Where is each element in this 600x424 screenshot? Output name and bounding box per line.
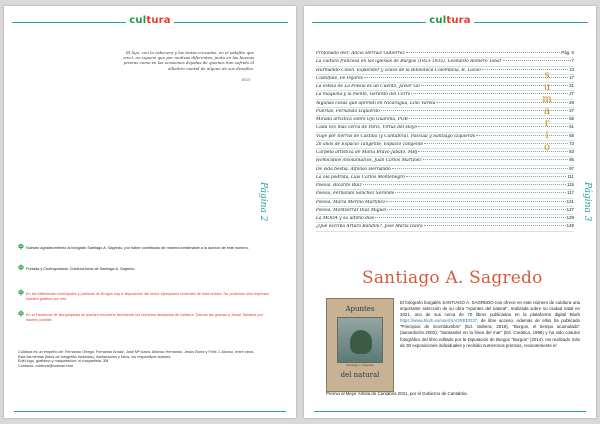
sumario-letter: r — [544, 118, 550, 129]
toc-entry-page: 115 — [567, 182, 574, 187]
toc-entry[interactable] — [316, 116, 574, 124]
toc-entry[interactable] — [316, 83, 574, 91]
credit-line: Culdtura es un empeño de: Fernando Ortega, Fernando Arnáiz, José Mª Izaira, Alfonso Hernando, Jesús Borra y Félix J. Alonso, entre otros. — [18, 350, 255, 354]
footer-rule — [314, 411, 586, 412]
culdtura-bullet-icon: ф — [18, 310, 24, 317]
sumario-letter: s — [544, 70, 550, 81]
toc-entry-page: Pág. 5 — [561, 50, 574, 55]
toc-leader-dots — [476, 135, 568, 136]
toc-entry-page: 73 — [569, 140, 574, 146]
toc-entry[interactable] — [316, 166, 574, 174]
toc-entry[interactable] — [316, 157, 574, 165]
toc-entry[interactable] — [316, 108, 574, 116]
culdtura-bullet-icon: ф — [18, 264, 24, 271]
toc-leader-dots — [406, 52, 561, 53]
feature-body: El fotógrafo burgalés SANTIAGO A. SAGREDO nos ofrece en este número de culdtura una importante selección de su obra "Apuntes del natural", realizada sobre su ciudad natal en 2021, uno de sus cerca de 70 libros publicados en la plataforma digital Blurb https://www.blurb.es/user/SAGREDO37, de libre acceso. Además de ellos ha publicado "Principios de incertidumbre" (Ed. Valnera, 2019), "Burgos, el tiempo acumulado" (autoedición 2002), "Santander en la línea del mar" (Ed. Creática, 1998) y ha sido coautor fotográfico del libro editado por la Diputación de Burgos "Burgos" (2014). Ha realizado más de 30 exposiciones individuales y recibido numerosos premios, recientemente el — [400, 300, 580, 348]
toc-entry-title: 20 años de Espacio Tangente, Espacio Tangente — [316, 141, 424, 147]
toc-entry-title: Castilfalé, Fe Pajares — [316, 75, 363, 81]
toc-entry-title: Cada vez más cerca de París, Virtus del Hoyo — [316, 125, 418, 131]
epigraph-quote: El lujo, con la cabecera y las tintas cruzadas, en el palafito que crecí, no supone que por motivos diferentes, junto en las buenas piraras como en las ocasiones dejadas de quienes han sufrido el albedrío mortal de alguno de sus desafíos. — [122, 50, 254, 71]
note-item: ф Nuestro agradecimiento al fotógrafo Santiago A. Sagredo, por haber contribuido de manera inestimable a la durcion de este número. — [18, 243, 249, 250]
book-cover-photo — [337, 317, 383, 363]
toc-entry-page: 21 — [569, 83, 574, 88]
toc-entry[interactable] — [316, 124, 574, 132]
toc-entry[interactable] — [316, 141, 574, 149]
credit-line: Edel logo, grafismo y maquetación: el maquetista, 3M. — [18, 359, 110, 364]
toc-entry[interactable] — [316, 100, 574, 108]
feature-body-tail: Premio al Mejor Artista de Cantabria 2021, por el Gobierno de Cantabria. — [326, 391, 468, 396]
header-rule-right — [474, 22, 588, 23]
contact-line: Contacto: culdtura@hotmail.com — [18, 363, 74, 368]
toc-entry-title: Poesía, Montserrat Díaz Miguel — [316, 207, 387, 213]
note-item: ф En el Facebook de Burgospedia se pueden encontrar fácilmente los números atrasados de culdtura. Damos las gracias a Josué Tobalina por hacerlo posible. — [18, 310, 263, 322]
header-rule-left — [312, 22, 426, 23]
toc-entry[interactable] — [316, 67, 574, 75]
toc-entry-title: Poesía, Fernando Sánchez Sorondo — [316, 191, 395, 197]
toc-entry[interactable] — [316, 174, 574, 182]
toc-entry-page: 149 — [566, 223, 574, 229]
toc-leader-dots — [482, 69, 568, 70]
footer-rule — [14, 411, 286, 412]
note-item: ф En las bibliotecas municipales y públicas de Burgos hay a disposición del lector ejemplares recientes de esta revista. No podemos sino expresar nuestra gratitud por ello. — [18, 289, 269, 301]
toc-entry-title: Poesía, María Merino Martínez — [316, 199, 386, 205]
toc-entry[interactable] — [316, 75, 574, 83]
table-of-contents — [316, 50, 574, 232]
toc-entry-title: La esteia de La Poesía es un Cuento, Javier Gil — [316, 84, 420, 89]
toc-entry-page: 97 — [569, 165, 574, 171]
toc-entry-page: 127 — [566, 206, 574, 212]
toc-entry-title: ¿Qué escriba Arturo Bandini?, José María Izaira — [316, 224, 423, 230]
culdtura-bullet-icon: ф — [18, 243, 24, 250]
toc-entry[interactable] — [316, 207, 574, 215]
culdtura-logo: cultura — [126, 15, 173, 26]
toc-leader-dots — [424, 225, 566, 226]
culdtura-logo: cultura — [426, 15, 473, 26]
page-number-label: Página 3 — [582, 182, 592, 222]
toc-entry-page: 17 — [569, 74, 574, 80]
toc-entry-page: 29 — [569, 99, 574, 105]
sumario-letter: u — [543, 82, 551, 93]
toc-entry-page: 55 — [569, 116, 574, 121]
toc-entry-page: 111 — [567, 173, 574, 179]
toc-entry[interactable] — [316, 199, 574, 207]
toc-entry-page: 37 — [569, 107, 574, 113]
toc-leader-dots — [395, 192, 566, 193]
sumario-letter: i — [545, 130, 549, 141]
toc-entry-title: De vida bestia, Alfonso Hernando — [316, 166, 391, 172]
note-item: ф Portada y Contraportada: Culdtura,fotos de Santiago A. Sagredo. — [18, 264, 136, 271]
toc-entry-title: La máquina y la mente, Gerardo del Cerro — [316, 92, 411, 98]
credit-line: Este las tientas (fotos de fotografía incluidas), ilustraciones y fotos, los respectivos autores. — [18, 354, 172, 359]
toc-entry[interactable] — [316, 50, 574, 58]
book-cover-image — [326, 298, 394, 392]
toc-entry-title: Poesía, Ricardo Ruiz — [316, 183, 362, 188]
toc-leader-dots — [387, 209, 565, 210]
toc-leader-dots — [392, 168, 568, 169]
sumario-letter: o — [543, 142, 551, 153]
toc-entry-title: Profanado leer, Alicia Herraiz Gutiérrez — [316, 51, 405, 56]
toc-leader-dots — [363, 184, 566, 185]
toc-entry-page: 83 — [569, 149, 574, 154]
feature-title: Santiago A. Sagredo — [362, 268, 543, 288]
toc-entry-page: 65 — [569, 132, 574, 138]
toc-entry-title: La ola podrida, Luis Carlos Montenegro — [316, 174, 405, 180]
header-rule-left — [12, 22, 126, 23]
toc-entry-title: Algunas cosas que aprendí en Nicaragua, Lino Varela — [316, 100, 436, 106]
left-page — [4, 6, 296, 418]
toc-entry[interactable] — [316, 91, 574, 99]
blurb-link[interactable]: https://www.blurb.es/user/SAGREDO37 — [400, 318, 478, 324]
epigraph-source: ECO — [242, 78, 251, 82]
toc-entry[interactable] — [316, 133, 574, 141]
toc-leader-dots — [423, 159, 568, 160]
page-header — [4, 14, 296, 28]
toc-entry-title: Homicidios involuntarios, Juan Carlos Martínez — [316, 158, 422, 164]
book-author: Santiago A. Sagredo — [346, 363, 374, 367]
header-rule-right — [174, 22, 288, 23]
sumario-letter: m — [542, 94, 552, 105]
sumario-letter: a — [544, 106, 550, 117]
culdtura-bullet-icon: ф — [18, 289, 24, 296]
toc-entry-title: La cultura francesa en las iglesias de Burgos (1923-1935), Leonardo Romero Tobar — [316, 59, 502, 65]
toc-entry[interactable] — [316, 190, 574, 198]
toc-entry-page: 95 — [569, 157, 574, 163]
toc-entry-title: Puertas, Fernando Izquierdo — [316, 108, 380, 114]
toc-leader-dots — [406, 176, 566, 177]
toc-leader-dots — [386, 201, 565, 202]
toc-entry[interactable] — [316, 223, 574, 231]
book-title-top: Apuntes — [345, 305, 375, 313]
tree-shape — [350, 330, 372, 354]
toc-entry-page: 121 — [566, 198, 574, 204]
page-header — [304, 14, 596, 28]
toc-entry-page: 7 — [571, 58, 574, 64]
page-number-label: Página 2 — [258, 182, 268, 222]
toc-entry-title: Hurmando Colón. Esplendor y ocaso de la Biblioteca Colombina, B. Lozier — [316, 67, 482, 73]
toc-entry-title: La MODA y su último dios — [316, 216, 375, 221]
toc-entry-page: 27 — [569, 91, 574, 97]
toc-entry-page: 61 — [569, 124, 574, 130]
toc-leader-dots — [364, 77, 568, 78]
credits-block — [18, 350, 258, 368]
toc-entry-title: Mirada artística sobre Ojo Guareña, POB — [316, 117, 408, 122]
right-page — [304, 6, 596, 418]
toc-entry[interactable] — [316, 58, 574, 66]
sumario-vertical-title — [540, 70, 554, 154]
toc-leader-dots — [503, 60, 571, 61]
toc-entry-page: 13 — [569, 66, 574, 72]
toc-entry-title: Viaje por tierras de Castilla (y Cantabria), Pascual y Santiago Izquierdo — [316, 133, 476, 139]
toc-entry-page: 117 — [567, 190, 574, 196]
toc-entry-title: Carpeta artística de María Bravo Jabato, MBJ — [316, 150, 418, 155]
book-title-bottom: del natural — [340, 371, 380, 379]
toc-leader-dots — [375, 217, 565, 218]
toc-entry[interactable] — [316, 215, 574, 223]
toc-entry-page: 129 — [566, 215, 574, 220]
toc-entry[interactable] — [316, 182, 574, 190]
toc-entry[interactable] — [316, 149, 574, 157]
